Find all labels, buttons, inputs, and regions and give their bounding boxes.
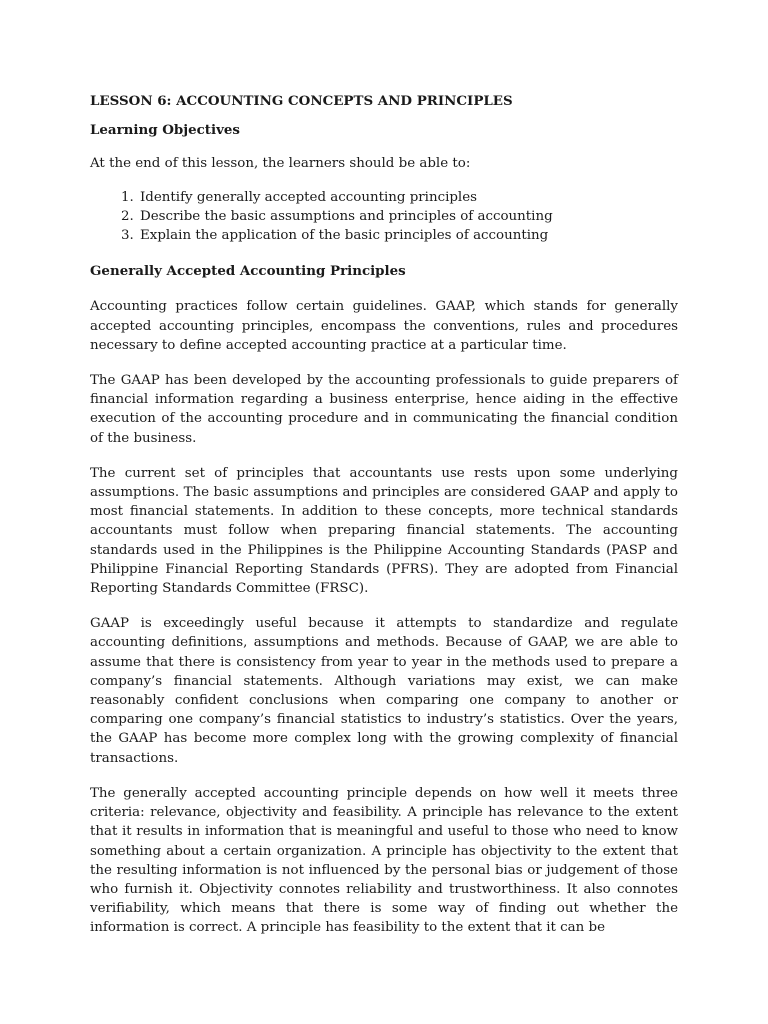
- objectives-list: [90, 188, 678, 246]
- body-paragraph: Accounting practices follow certain guidelines. GAAP, which stands for generally accepted accounting principles, encompass the conventions, rules and procedures necessary to define accepted accounting practice at a particular time.: [90, 299, 678, 353]
- objective-item: 3. Explain the application of the basic principles of accounting: [138, 226, 678, 245]
- page-content: [90, 92, 678, 954]
- lesson-title: LESSON 6: ACCOUNTING CONCEPTS AND PRINCIPLES: [90, 93, 513, 109]
- gaap-heading: Generally Accepted Accounting Principles: [90, 263, 406, 280]
- body-paragraph: The generally accepted accounting principle depends on how well it meets three criteria: relevance, objectivity and feasibility. A principle has relevance to the extent that it results in information that is meaningful and useful to those who need to know something about a certain organization. A principle has objectivity to the extent that the resulting information is not influenced by the personal bias or judgement of those who furnish it. Objectivity connotes reliability and trustworthiness. It also connotes verifiability, which means that there is some way of finding out whether the information is correct. A principle has feasibility to the extent that it can be: [90, 785, 678, 936]
- objectives-intro: At the end of this lesson, the learners should be able to:: [90, 156, 471, 172]
- objective-item: 2. Describe the basic assumptions and principles of accounting: [138, 207, 678, 226]
- body-paragraph: GAAP is exceedingly useful because it attempts to standardize and regulate accounting definitions, assumptions and methods. Because of GAAP, we are able to assume that there is consistency from year to year in the methods used to prepare a company’s financial statements. Although variations may exist, we can make reasonably confident conclusions when comparing one company to another or comparing one company’s financial statistics to industry’s statistics. Over the years, the GAAP has become more complex long with the growing complexity of financial transactions.: [90, 616, 678, 766]
- body-paragraph: The GAAP has been developed by the accounting professionals to guide preparers of financial information regarding a business enterprise, hence aiding in the effective execution of the accounting procedure and in communicating the financial condition of the business.: [90, 373, 678, 446]
- objective-item: 1. Identify generally accepted accounting principles: [138, 188, 678, 207]
- learning-objectives-heading: Learning Objectives: [90, 122, 240, 139]
- body-paragraph: The current set of principles that accountants use rests upon some underlying assumptions. The basic assumptions and principles are considered GAAP and apply to most financial statements. In addition to these concepts, more technical standards accountants must follow when preparing financial statements. The accounting standards used in the Philippines is the Philippine Accounting Standards (PASP and Philippine Financial Reporting Standards (PFRS). They are adopted from Financial Reporting Standards Committee (FRSC).: [90, 465, 678, 597]
